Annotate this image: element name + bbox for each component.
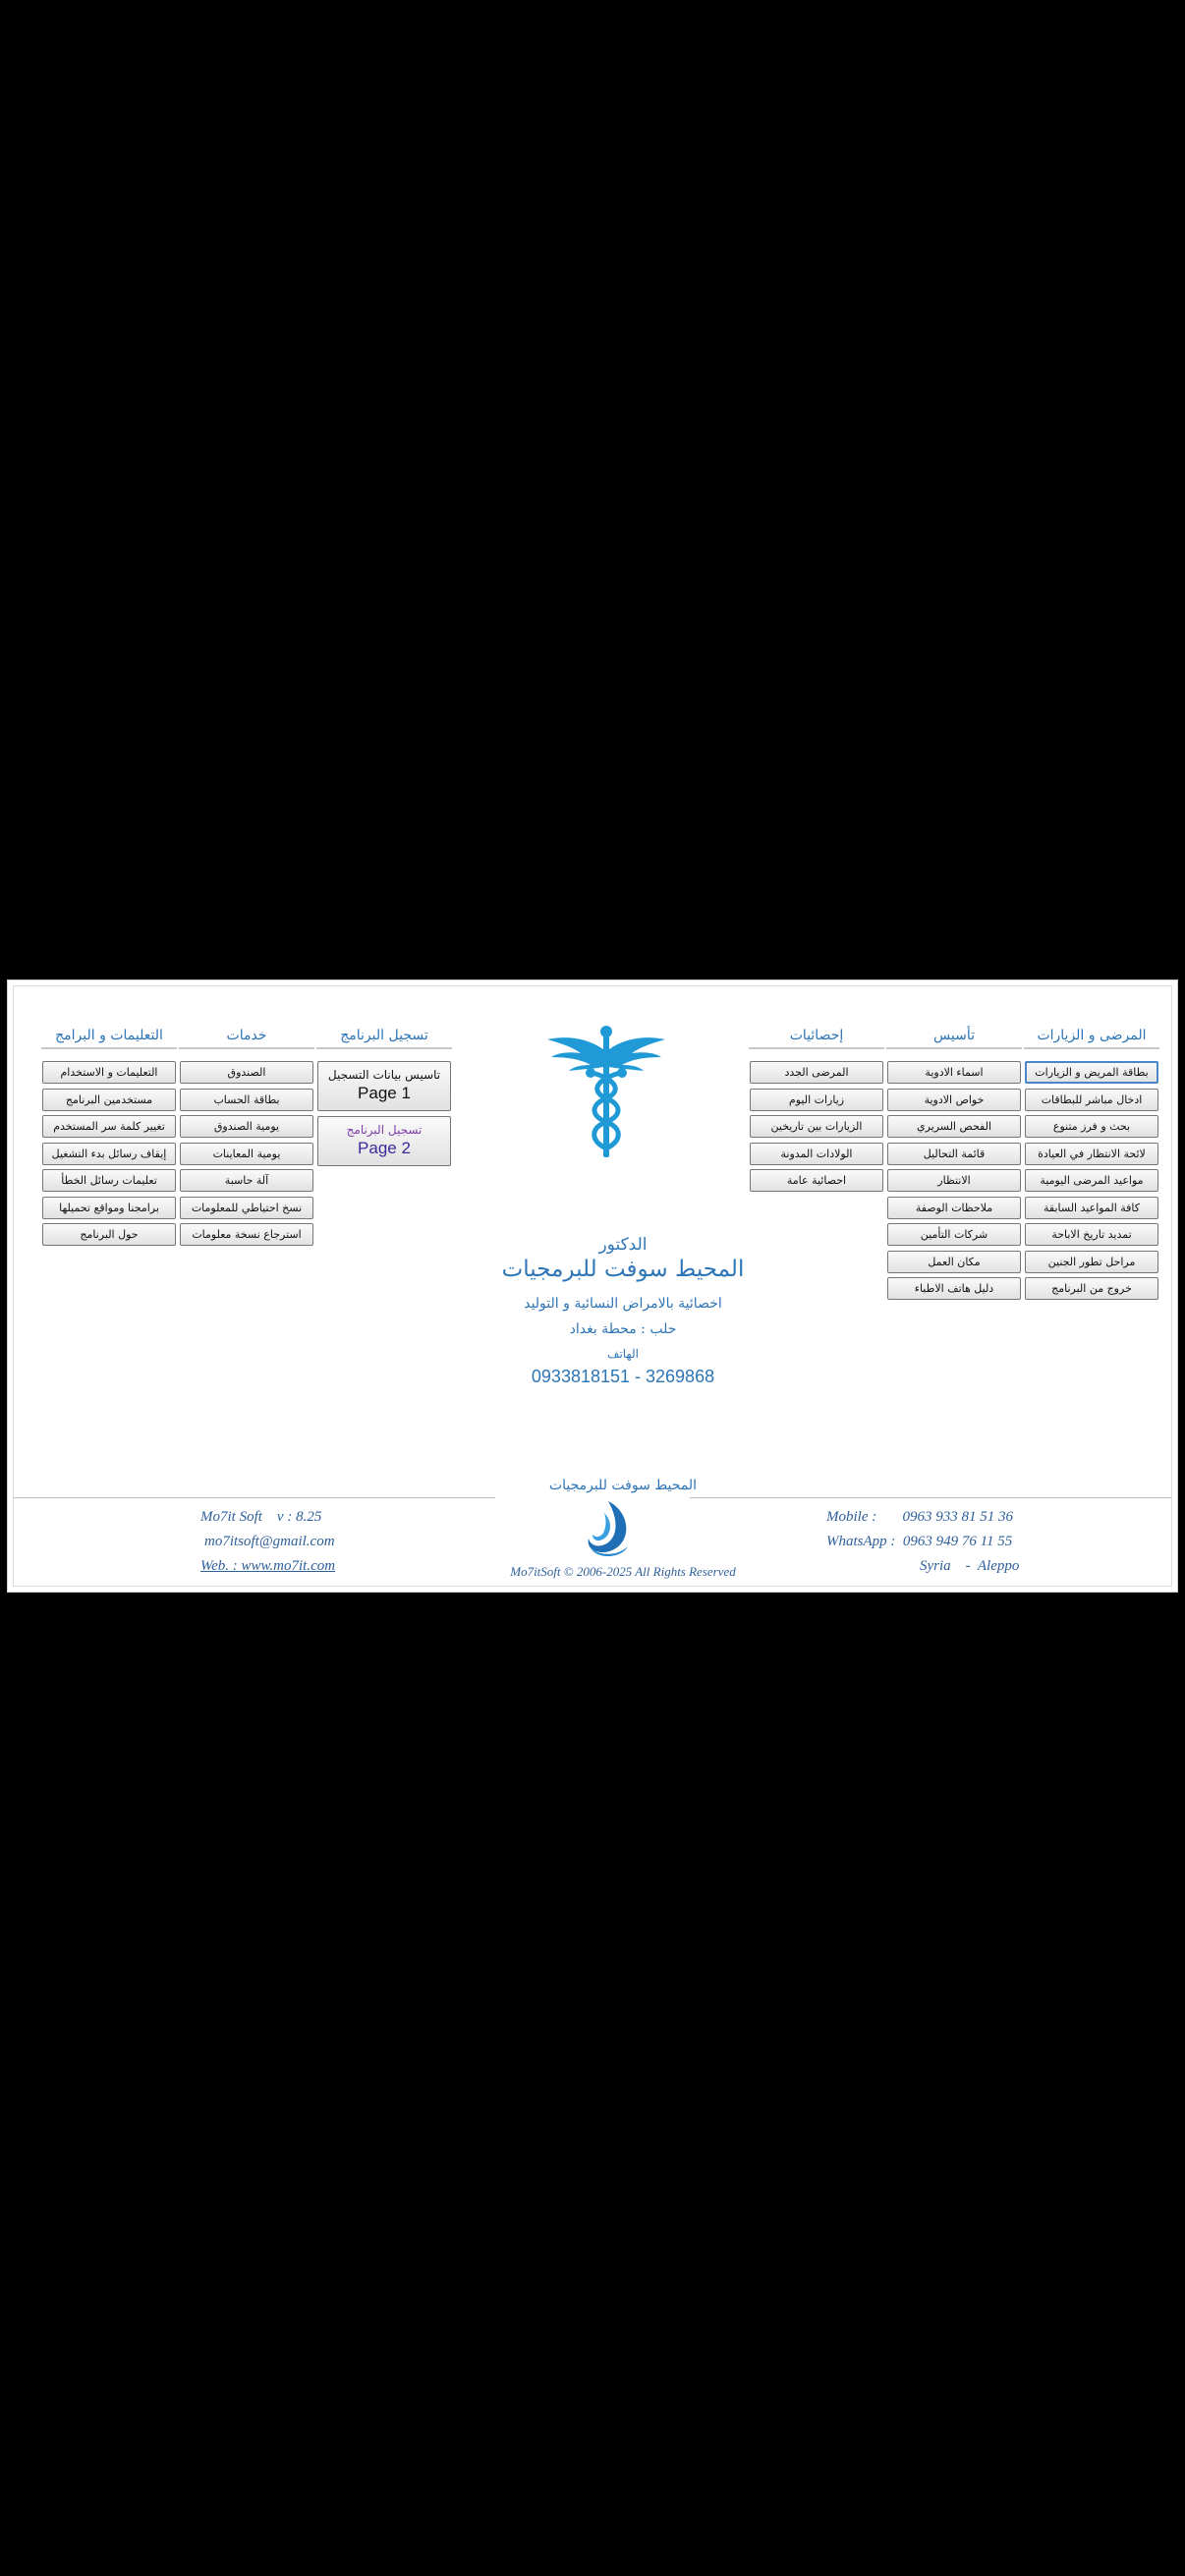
doctor-name: المحيط سوفت للبرمجيات: [501, 1257, 745, 1282]
menu-button-lab-tests[interactable]: قائمة التحاليل: [887, 1143, 1021, 1165]
menu-button-change-password[interactable]: تغيير كلمة سر المستخدم: [42, 1115, 176, 1138]
menu-button-fetal-stages[interactable]: مراحل تطور الجنين: [1025, 1251, 1158, 1273]
menu-button-cashbox-daily[interactable]: يومية الصندوق: [180, 1115, 313, 1138]
registration-page2-page: Page 2: [358, 1139, 411, 1157]
menu-button-program-users[interactable]: مستخدمين البرنامج: [42, 1089, 176, 1111]
doctor-phone: 0933818151 - 3269868: [531, 1367, 715, 1386]
doctor-info: [476, 1235, 770, 1387]
column-items: [1024, 1061, 1159, 1300]
footer-divider-left: [14, 1497, 495, 1498]
menu-button-recorded-births[interactable]: الولادات المدونة: [750, 1143, 883, 1165]
footer-copyright: Mo7itSoft © 2006-2025 All Rights Reserved: [510, 1564, 736, 1579]
column-title: إحصائيات: [749, 1024, 884, 1049]
menu-button-search-sort[interactable]: بحث و فرز متنوع: [1025, 1115, 1158, 1138]
menu-button-stop-startup-messages[interactable]: إيقاف رسائل بدء التشغيل: [42, 1143, 176, 1165]
menu-button-exams-daily[interactable]: يومية المعاينات: [180, 1143, 313, 1165]
menu-button-patient-card[interactable]: بطاقة المريض و الزيارات: [1025, 1061, 1158, 1084]
registration-page1-label: تاسيس بيانات التسجيل: [327, 1068, 441, 1082]
menu-button-extend-date[interactable]: تمديد تاريخ الاباحة: [1025, 1223, 1158, 1246]
footer-whatsapp: WhatsApp : 0963 949 76 11 55: [826, 1534, 1013, 1549]
menu-button-workplace[interactable]: مكان العمل: [887, 1251, 1021, 1273]
menu-button-daily-appointments[interactable]: مواعيد المرضى اليومية: [1025, 1169, 1158, 1192]
menu-button-new-patients[interactable]: المرضى الجدد: [750, 1061, 883, 1084]
column-items: [41, 1061, 177, 1246]
menu-button-drug-names[interactable]: اسماء الادوية: [887, 1061, 1021, 1084]
menu-column-registration: [316, 1024, 452, 1171]
menu-column-help: [41, 1024, 177, 1251]
column-items: [886, 1061, 1022, 1300]
menu-button-today-visits[interactable]: زيارات اليوم: [750, 1089, 883, 1111]
menu-button-previous-appointments[interactable]: كافة المواعيد السابقة: [1025, 1197, 1158, 1219]
menu-button-general-stats[interactable]: احصائية عامة: [750, 1169, 883, 1192]
menu-column-patients: [1024, 1024, 1159, 1305]
caduceus-logo-icon: [547, 1024, 665, 1161]
menu-button-visits-between-dates[interactable]: الزيارات بين تاريخين: [750, 1115, 883, 1138]
footer-company: المحيط سوفت للبرمجيات: [548, 1478, 698, 1493]
column-title: المرضى و الزيارات: [1024, 1024, 1159, 1049]
menu-button-about[interactable]: حول البرنامج: [42, 1223, 176, 1246]
menu-button-error-messages[interactable]: تعليمات رسائل الخطأ: [42, 1169, 176, 1192]
registration-page1-page: Page 1: [358, 1084, 411, 1102]
footer-email[interactable]: mo7itsoft@gmail.com: [204, 1534, 335, 1549]
menu-button-doctors-directory[interactable]: دليل هاتف الاطباء: [887, 1277, 1021, 1300]
doctor-specialty: اخصائية بالامراض النسائية و التوليد: [524, 1296, 722, 1312]
footer-version: Mo7it Soft v : 8.25: [200, 1509, 322, 1525]
main-window: [7, 980, 1178, 1593]
mo7it-logo-icon: [585, 1499, 632, 1558]
menu-button-direct-entry[interactable]: ادخال مباشر للبطاقات: [1025, 1089, 1158, 1111]
menu-button-calculator[interactable]: آلة حاسبة: [180, 1169, 313, 1192]
menu-column-statistics: [749, 1024, 884, 1197]
footer-mobile: Mobile : 0963 933 81 51 36: [826, 1509, 1013, 1525]
menu-button-account-card[interactable]: بطاقة الحساب: [180, 1089, 313, 1111]
menu-button-exit[interactable]: خروج من البرنامج: [1025, 1277, 1158, 1300]
phone-label: الهاتف: [607, 1347, 639, 1361]
menu-button-drug-properties[interactable]: خواص الادوية: [887, 1089, 1021, 1111]
menu-button-instructions[interactable]: التعليمات و الاستخدام: [42, 1061, 176, 1084]
menu-button-waiting-list[interactable]: لائحة الانتظار في العيادة: [1025, 1143, 1158, 1165]
footer-website-link[interactable]: Web. : www.mo7it.com: [200, 1558, 336, 1574]
main-panel: [13, 985, 1172, 1587]
menu-column-setup: [886, 1024, 1022, 1305]
column-items: [316, 1061, 452, 1166]
menu-button-waiting[interactable]: الانتظار: [887, 1169, 1021, 1192]
column-title: تأسيس: [886, 1024, 1022, 1049]
menu-button-restore[interactable]: استرجاع نسخة معلومات: [180, 1223, 313, 1246]
registration-page2-label: تسجيل البرنامج: [346, 1123, 423, 1137]
menu-button-clinical-exam[interactable]: الفحص السريري: [887, 1115, 1021, 1138]
doctor-label: الدكتور: [598, 1235, 648, 1255]
footer-location: Syria - Aleppo: [920, 1558, 1020, 1574]
column-title: تسجيل البرنامج: [316, 1024, 452, 1049]
column-title: خدمات: [179, 1024, 314, 1049]
footer-divider-right: [690, 1497, 1171, 1498]
menu-button-backup[interactable]: نسخ احتياطي للمعلومات: [180, 1197, 313, 1219]
column-items: [749, 1061, 884, 1192]
menu-column-services: [179, 1024, 314, 1251]
column-items: [179, 1061, 314, 1246]
menu-button-prescription-notes[interactable]: ملاحظات الوصفة: [887, 1197, 1021, 1219]
registration-page1-button[interactable]: [317, 1061, 451, 1111]
doctor-address: حلب : محطة بغداد: [569, 1321, 677, 1337]
menu-button-cashbox[interactable]: الصندوق: [180, 1061, 313, 1084]
column-title: التعليمات و البرامج: [41, 1024, 177, 1049]
registration-page2-button[interactable]: [317, 1116, 451, 1166]
menu-button-insurance[interactable]: شركات التأمين: [887, 1223, 1021, 1246]
menu-button-our-programs[interactable]: برامجنا ومواقع تحميلها: [42, 1197, 176, 1219]
